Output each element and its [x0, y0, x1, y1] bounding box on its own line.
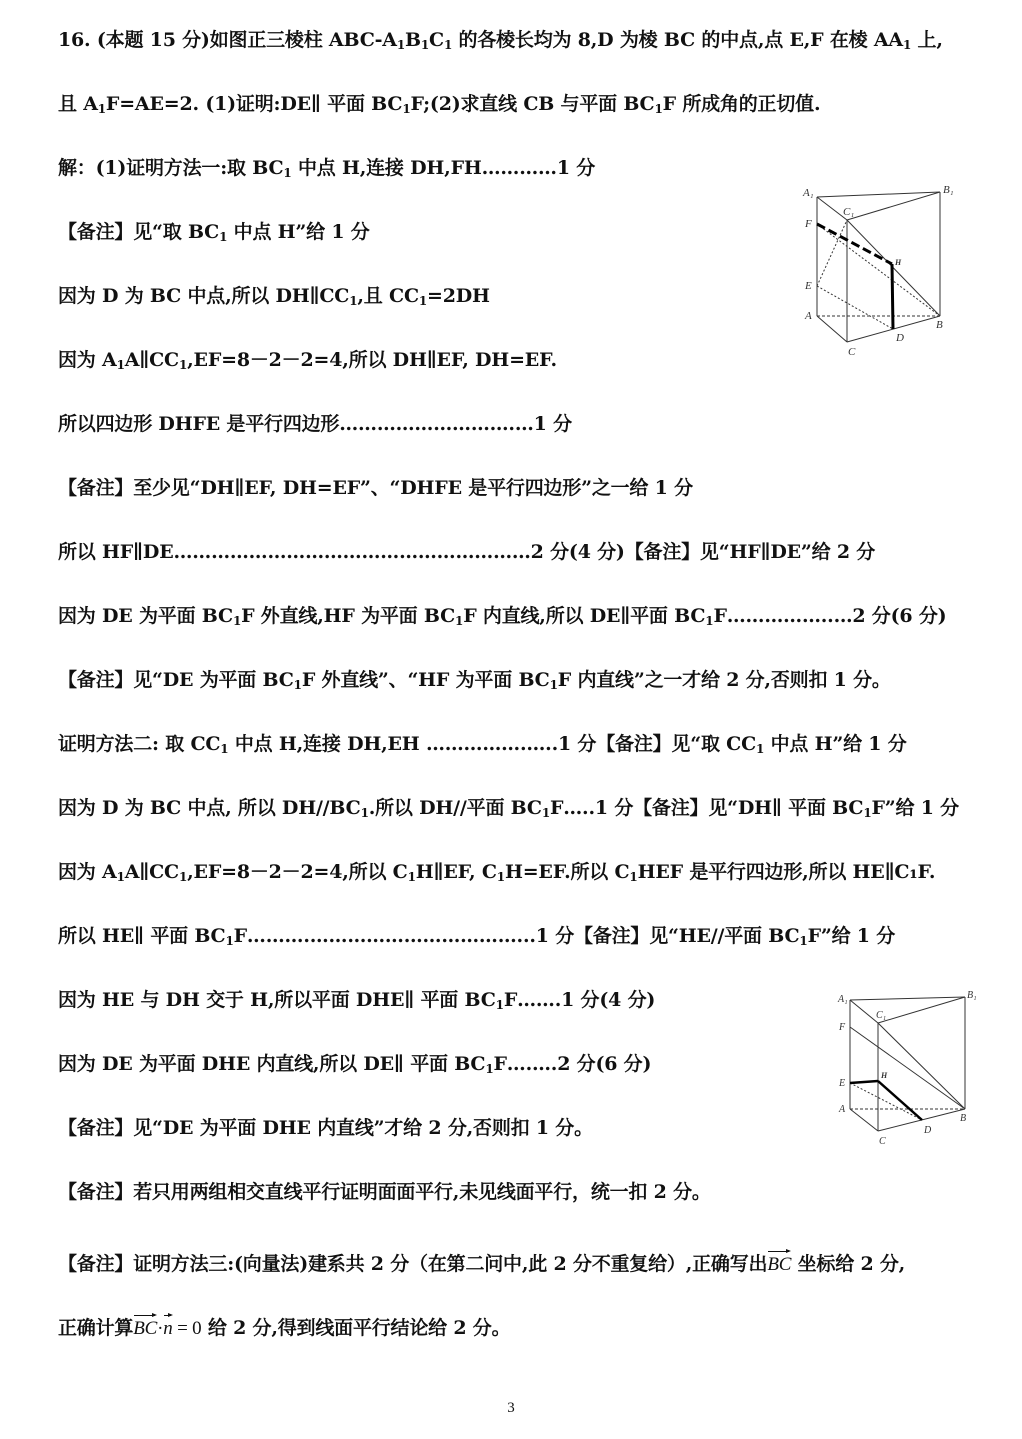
- proof-line: 因为 DE 为平面 $BC_1F$ 外直线,HF 为平面 $BC_1F$ 内直线,所以 DE∥平面 $BC_1F\dots\dots\dots\dots\dots..\dots 2$ 分(6 分): [58, 605, 947, 628]
- label-b1: B₁: [967, 990, 977, 1001]
- label-a: A: [805, 310, 812, 322]
- vector-bc: BC: [767, 1253, 791, 1277]
- proof-line: 所以 HE∥ 平面 $BC_1F\dots\dots\dots.\dots\dots\dots\dots\dots\dots\dots\dots\dots\dots\dots...1$ 分【备注】见“HE//平面 $BC_1F$”给 1 分: [58, 925, 896, 948]
- label-f: F: [805, 218, 812, 230]
- note-line: 【备注】见“DE 为平面 $BC_1F$ 外直线”、“HF 为平面 $BC_1F$ 内直线”之一才给 2 分,否则扣 1 分。: [58, 669, 891, 692]
- vector-bc: BC: [133, 1317, 157, 1341]
- note-line: 【备注】见“取 $BC_1$ 中点 H”给 1 分: [58, 221, 370, 244]
- page-number: 3: [507, 1400, 515, 1416]
- label-b: B: [960, 1113, 967, 1124]
- label-a: A: [839, 1104, 846, 1115]
- label-b: B: [936, 319, 943, 331]
- label-h: H: [881, 1071, 888, 1080]
- proof-line: 所以 HF∥DE…………………………………………………2 分(4 分)【备注】见“HF∥DE”给 2 分: [58, 541, 876, 563]
- proof-line: 所以四边形 DHFE 是平行四边形……………………….…1 分: [58, 413, 572, 435]
- label-b1: B₁: [943, 184, 954, 196]
- vector-n: n: [163, 1317, 172, 1341]
- proof-line: 因为 $A_1A\parallel CC_1,EF=8-2-2=4$,所以 DH∥EF, DH=EF.: [58, 349, 557, 372]
- proof-line: 因为 HE 与 DH 交于 H,所以平面 DHE∥ 平面 $BC_1F\dots\dots.1$ 分(4 分): [58, 989, 656, 1012]
- label-a1: A₁: [803, 187, 814, 199]
- note-method-3: 【备注】证明方法三:(向量法)建系共 2 分（在第二问中,此 2 分不重复给）,正确写出 BC 坐标给 2 分,: [58, 1252, 905, 1277]
- label-c: C: [848, 346, 856, 358]
- note-line: 【备注】见“DE 为平面 DHE 内直线”才给 2 分,否则扣 1 分。: [58, 1117, 593, 1139]
- proof-line: 因为 D 为 BC 中点, 所以 $DH//BC_1$.所以 DH//平面 $BC_1F\dots..1$ 分【备注】见“DH∥ 平面 $BC_1F$”给 1 分: [58, 797, 959, 820]
- proof-line: 因为 $A_1A\parallel CC_1,EF=8-2-2=4$,所以 $C_1H\parallel EF$, $C_1H=EF$.所以 $C_1HEF$ 是平行四边形,所以 HE∥C₁F.: [58, 861, 936, 884]
- prism-figure-2: [830, 987, 990, 1152]
- label-e: E: [839, 1078, 846, 1089]
- label-f: F: [839, 1022, 846, 1033]
- solution-method-2-intro: 证明方法二: 取 $CC_1$ 中点 H,连接 DH,EH …………….…..1 分【备注】见“取 $CC_1$ 中点 H”给 1 分: [58, 733, 907, 756]
- problem-statement-line-2: 且 $A_1F=AE=2$. (1)证明:DE∥ 平面 $BC_1F;(2)$求直线 CB 与平面 $BC_1F$ 所成角的正切值.: [58, 93, 821, 116]
- note-method-3-continued: 正确计算 BC· n = 0 给 2 分,得到线面平行结论给 2 分。: [58, 1316, 510, 1341]
- label-c1: C₁: [876, 1010, 887, 1021]
- proof-line: 因为 D 为 BC 中点,所以 $DH\parallel CC_1$,且 $CC_1=2DH$: [58, 285, 490, 308]
- label-d: D: [896, 332, 904, 344]
- label-c: C: [879, 1136, 886, 1147]
- label-d: D: [924, 1125, 932, 1136]
- note-line: 【备注】若只用两组相交直线平行证明面面平行,未见线面平行，统一扣 2 分。: [58, 1181, 711, 1203]
- label-h: H: [895, 258, 902, 267]
- problem-statement-line-1: 16. (本题 15 分)如图正三棱柱 ABC-$A_1B_1C_1$ 的各棱长均为 8,D 为棱 BC 的中点,点 E,F 在棱 $AA_1$ 上,: [58, 29, 943, 52]
- note-line: 【备注】至少见“DH∥EF, DH=EF”、“DHFE 是平行四边形”之一给 1 分: [58, 477, 693, 499]
- label-a1: A₁: [838, 994, 848, 1005]
- proof-line: 因为 DE 为平面 DHE 内直线,所以 DE∥ 平面 $BC_1F\dots.\dots.2$ 分(6 分): [58, 1053, 652, 1076]
- solution-method-1-intro: 解：(1)证明方法一:取 $BC_1$ 中点 H,连接 DH,FH…………1 分: [58, 157, 596, 180]
- label-c1: C₁: [843, 206, 855, 218]
- prism-figure-1: [795, 182, 965, 362]
- label-e: E: [805, 280, 812, 292]
